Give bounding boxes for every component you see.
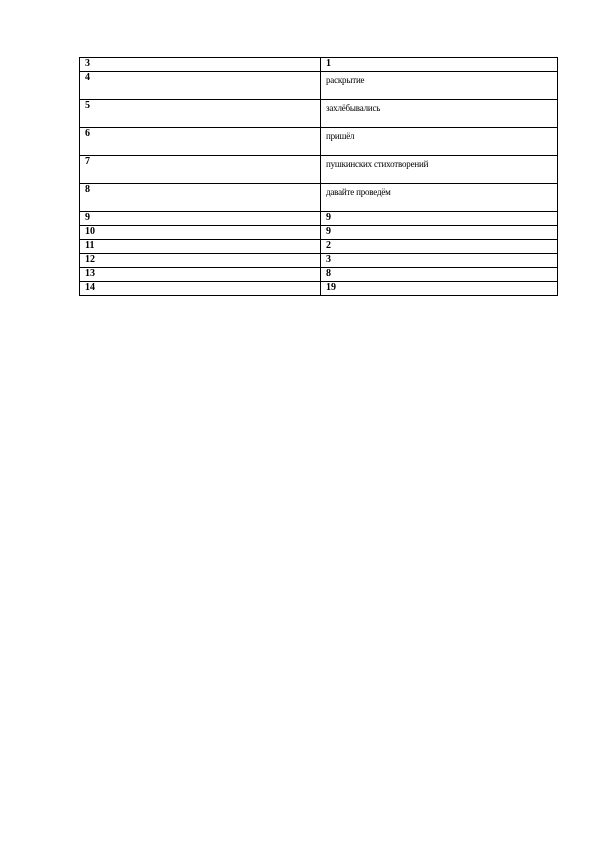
table-row [80,58,558,72]
answer-cell: раскрытие [321,72,558,100]
task-number-cell: 9 [80,212,321,226]
answer-cell: 8 [321,268,558,282]
table-row [80,212,558,226]
answer-cell: пришёл [321,128,558,156]
task-number-cell: 11 [80,240,321,254]
answer-cell: 1 [321,58,558,72]
task-number-cell: 10 [80,226,321,240]
answer-cell: пушкинских стихотворений [321,156,558,184]
table-row [80,240,558,254]
task-number-cell: 7 [80,156,321,184]
answer-cell: захлёбывались [321,100,558,128]
task-number-cell: 3 [80,58,321,72]
answer-cell: 9 [321,226,558,240]
table-row [80,184,558,212]
table-row [80,226,558,240]
answer-cell: 3 [321,254,558,268]
task-number-cell: 14 [80,282,321,296]
answer-cell: давайте проведём [321,184,558,212]
answer-cell: 2 [321,240,558,254]
task-number-cell: 13 [80,268,321,282]
task-number-cell: 12 [80,254,321,268]
table-row [80,268,558,282]
answer-table-body [80,58,558,296]
table-row [80,254,558,268]
answer-cell: 9 [321,212,558,226]
table-row [80,128,558,156]
answer-cell: 19 [321,282,558,296]
task-number-cell: 4 [80,72,321,100]
table-row [80,282,558,296]
table-row [80,72,558,100]
answer-table [79,57,558,296]
table-row [80,156,558,184]
task-number-cell: 8 [80,184,321,212]
task-number-cell: 5 [80,100,321,128]
table-row [80,100,558,128]
task-number-cell: 6 [80,128,321,156]
